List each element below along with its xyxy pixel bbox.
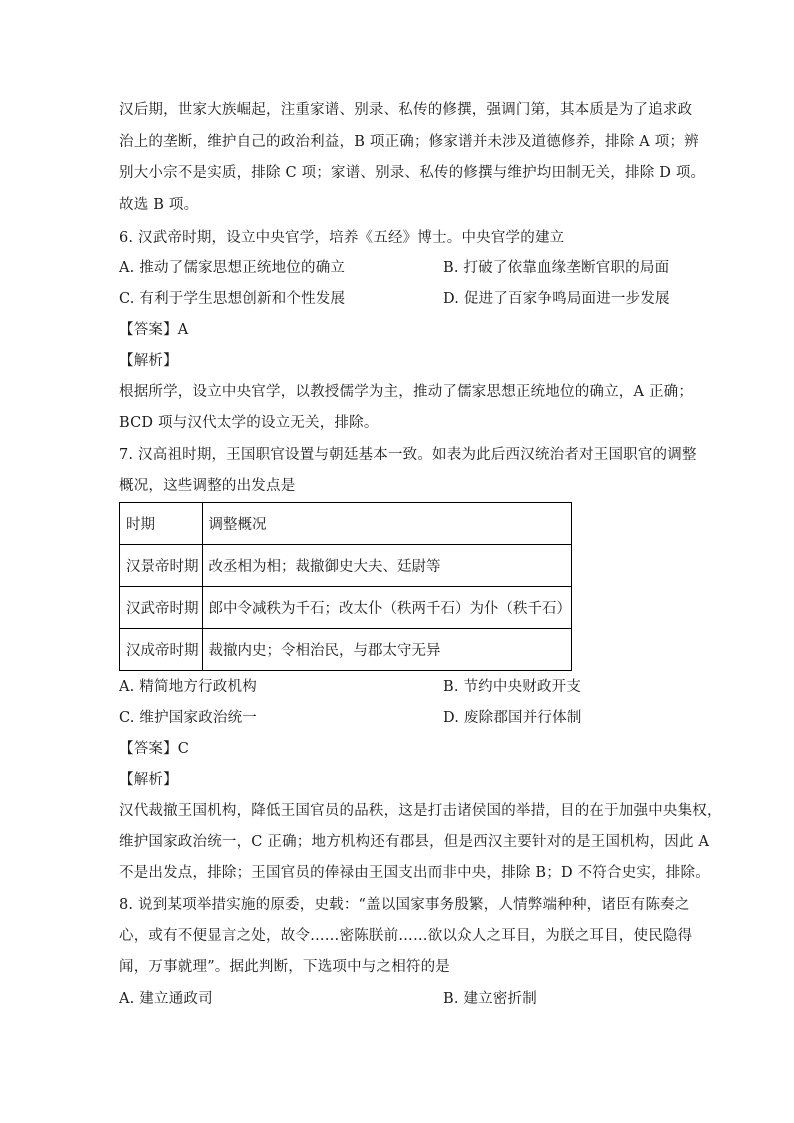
q6-answer: 【答案】A	[119, 322, 189, 338]
paragraph-line: 汉后期，世家大族崛起，注重家谱、别录、私传的修撰，强调门第，其本质是为了追求政	[119, 102, 693, 118]
table-cell: 汉景帝时期	[120, 545, 203, 587]
q6-analysis-line: BCD 项与汉代太学的设立无关，排除。	[119, 415, 379, 431]
q6-option-d: D. 促进了百家争鸣局面进一步发展	[443, 291, 670, 307]
table-cell: 汉成帝时期	[120, 629, 203, 671]
q6-option-a: A. 推动了儒家思想正统地位的确立	[119, 260, 346, 276]
table-header-row	[120, 503, 572, 545]
question-6-stem: 6. 汉武帝时期，设立中央官学，培养《五经》博士。中央官学的建立	[119, 230, 565, 246]
q7-analysis-line: 汉代裁撤王国机构，降低王国官员的品秩，这是打击诸侯国的举措，目的在于加强中央集权，	[119, 803, 722, 819]
q7-option-d: D. 废除郡国并行体制	[443, 710, 582, 726]
paragraph-line: 故选 B 项。	[119, 197, 199, 213]
q7-analysis-line: 维护国家政治统一，C 正确；地方机构还有郡县，但是西汉主要针对的是王国机构，因此 A	[119, 834, 710, 850]
paragraph-line: 治上的垄断，维护自己的政治利益，B 项正确；修家谱并未涉及道德修养，排除 A 项；辨	[119, 134, 699, 150]
q6-analysis-line: 根据所学，设立中央官学，以教授儒学为主，推动了儒家思想正统地位的确立，A 正确；	[119, 384, 694, 400]
table-row	[120, 545, 572, 587]
question-7-stem: 7. 汉高祖时期，王国职官设置与朝廷基本一致。如表为此后西汉统治者对王国职官的调整	[119, 447, 697, 463]
q6-option-c: C. 有利于学生思想创新和个性发展	[119, 291, 346, 307]
q7-answer: 【答案】C	[119, 741, 190, 757]
table-cell: 郎中令减秩为千石；改太仆（秩两千石）为仆（秩千石）	[202, 587, 572, 629]
table-cell: 汉武帝时期	[120, 587, 203, 629]
q6-analysis-label: 【解析】	[119, 353, 178, 369]
table-row	[120, 587, 572, 629]
q8-option-a: A. 建立通政司	[119, 991, 213, 1007]
question-7-stem: 概况，这些调整的出发点是	[119, 478, 296, 494]
q8-option-b: B. 建立密折制	[443, 991, 537, 1007]
table-row	[120, 629, 572, 671]
table-header-cell: 调整概况	[202, 503, 572, 545]
q7-option-c: C. 维护国家政治统一	[119, 710, 257, 726]
table-header-cell: 时期	[120, 503, 203, 545]
question-8-stem: 心，或有不便显言之处，故令……密陈朕前……欲以众人之耳目，为朕之耳目，使民隐得	[119, 928, 693, 944]
table-cell: 改丞相为相；裁撤御史大夫、廷尉等	[202, 545, 572, 587]
table-cell: 裁撤内史；令相治民，与郡太守无异	[202, 629, 572, 671]
question-8-stem: 8. 说到某项举措实施的原委，史载：“盖以国家事务殷繁，人情弊端种种，诸臣有陈奏之	[119, 897, 690, 913]
adjustment-table	[119, 502, 572, 671]
q7-analysis-line: 不是出发点，排除；王国官员的俸禄由王国支出而非中央，排除 B；D 不符合史实，排除。	[119, 865, 710, 881]
q7-option-a: A. 精简地方行政机构	[119, 679, 257, 695]
paragraph-line: 别大小宗不是实质，排除 C 项；家谱、别录、私传的修撰与维护均田制无关，排除 D 项。	[119, 165, 706, 181]
q7-analysis-label: 【解析】	[119, 772, 178, 788]
q7-option-b: B. 节约中央财政开支	[443, 679, 582, 695]
q6-option-b: B. 打破了依靠血缘垄断官职的局面	[443, 260, 670, 276]
question-8-stem: 闻，万事就理”。据此判断，下选项中与之相符的是	[119, 959, 451, 975]
